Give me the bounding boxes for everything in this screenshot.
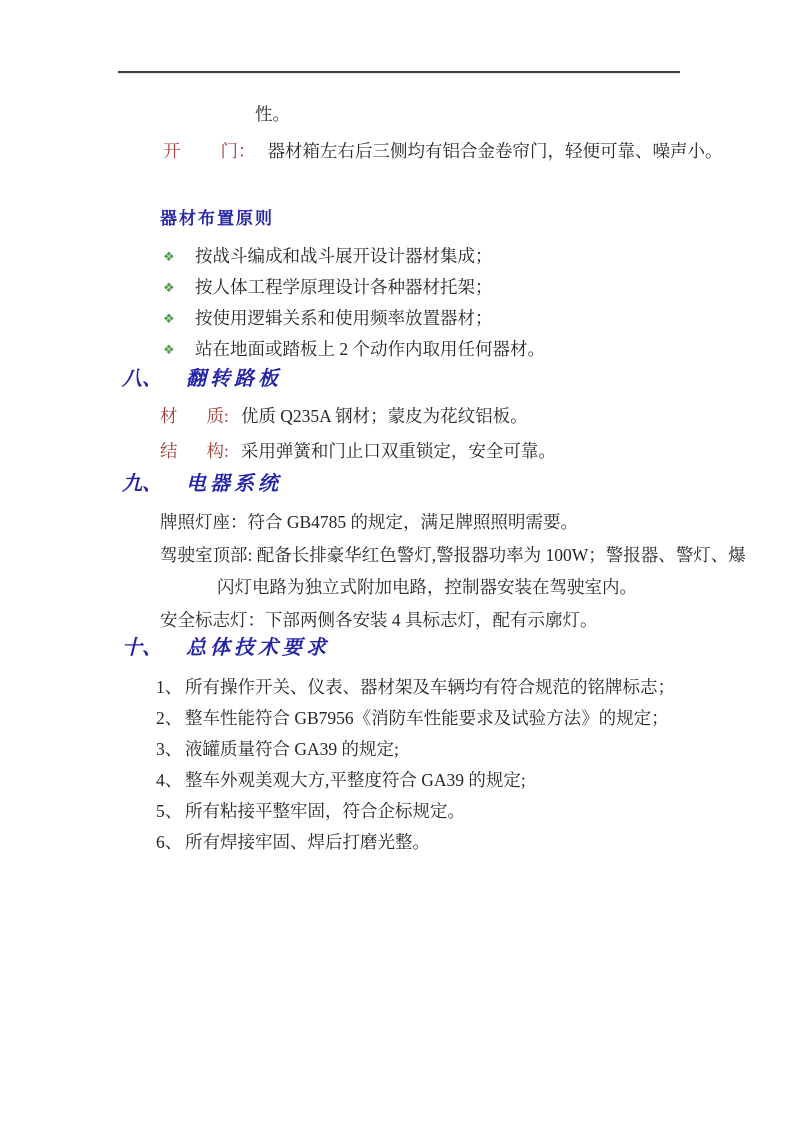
item-text: 所有粘接平整牢固，符合企标规定。	[185, 801, 465, 821]
item-text: 整车性能符合 GB7956《消防车性能要求及试验方法》的规定；	[185, 708, 669, 728]
numbered-item	[156, 676, 675, 698]
numbered-item	[156, 769, 526, 791]
paragraph-continuation: 性。	[255, 104, 290, 124]
item-text: 所有操作开关、仪表、器材架及车辆均有符合规范的铭牌标志；	[185, 677, 675, 697]
section-10-heading	[122, 637, 330, 659]
item-text: 液罐质量符合 GA39 的规定;	[185, 739, 399, 759]
bullet-item-text: 按人体工程学原理设计各种器材托架；	[195, 277, 493, 297]
section-8-number: 八、	[122, 368, 162, 390]
bullet-item	[163, 307, 493, 331]
bullet-item	[163, 276, 493, 300]
diamond-bullet-icon: ❖	[163, 250, 175, 265]
item-number: 3、	[156, 739, 183, 759]
bullet-item	[163, 245, 493, 269]
diamond-bullet-icon: ❖	[163, 281, 175, 296]
item-number: 1、	[156, 677, 183, 697]
item-text: 所有焊接牢固、焊后打磨光整。	[185, 832, 430, 852]
cab-roof-line: 驾驶室顶部: 配备长排豪华红色警灯,警报器功率为 100W；警报器、警灯、爆	[160, 545, 746, 565]
door-label-char1: 开	[163, 141, 181, 161]
equipment-principles-title: 器材布置原则	[160, 209, 274, 228]
structure-label-char2: 构:	[206, 441, 229, 461]
bullet-item	[163, 338, 545, 362]
item-number: 2、	[156, 708, 183, 728]
material-row	[160, 405, 528, 427]
section-8-heading	[122, 368, 282, 390]
door-text: 器材箱左右后三侧均有铝合金卷帘门，轻便可靠、噪声小。	[267, 141, 723, 161]
numbered-item	[156, 707, 669, 729]
section-8-title: 翻转路板	[186, 368, 282, 390]
structure-row	[160, 440, 556, 462]
diamond-bullet-icon: ❖	[163, 343, 175, 358]
bullet-item-text: 站在地面或踏板上 2 个动作内取用任何器材。	[195, 339, 545, 359]
bullet-item-text: 按战斗编成和战斗展开设计器材集成；	[195, 246, 493, 266]
license-lamp-line: 牌照灯座：符合 GB4785 的规定，满足牌照照明需要。	[160, 512, 579, 532]
material-label-char1: 材	[160, 406, 178, 426]
material-label-char2: 质:	[206, 406, 229, 426]
structure-label-char1: 结	[160, 441, 178, 461]
section-9-number: 九、	[122, 473, 162, 495]
section-10-number: 十、	[122, 637, 162, 659]
structure-text: 采用弹簧和门止口双重锁定，安全可靠。	[240, 441, 556, 461]
item-number: 5、	[156, 801, 183, 821]
bullet-item-text: 按使用逻辑关系和使用频率放置器材；	[195, 308, 493, 328]
section-9-title: 电器系统	[186, 473, 282, 495]
numbered-item	[156, 831, 430, 853]
section-10-title: 总体技术要求	[186, 637, 330, 659]
flash-circuit-line: 闪灯电路为独立式附加电路，控制器安装在驾驶室内。	[217, 577, 637, 597]
numbered-item	[156, 800, 465, 822]
safety-marker-line: 安全标志灯：下部两侧各安装 4 具标志灯，配有示廓灯。	[160, 610, 598, 630]
item-text: 整车外观美观大方,平整度符合 GA39 的规定;	[185, 770, 526, 790]
material-text: 优质 Q235A 钢材；蒙皮为花纹铝板。	[240, 406, 528, 426]
door-label-char2: 门：	[220, 141, 256, 161]
numbered-item	[156, 738, 399, 760]
item-number: 6、	[156, 832, 183, 852]
door-line	[163, 140, 723, 162]
item-number: 4、	[156, 770, 183, 790]
diamond-bullet-icon: ❖	[163, 312, 175, 327]
header-rule	[118, 71, 680, 74]
section-9-heading	[122, 473, 282, 495]
